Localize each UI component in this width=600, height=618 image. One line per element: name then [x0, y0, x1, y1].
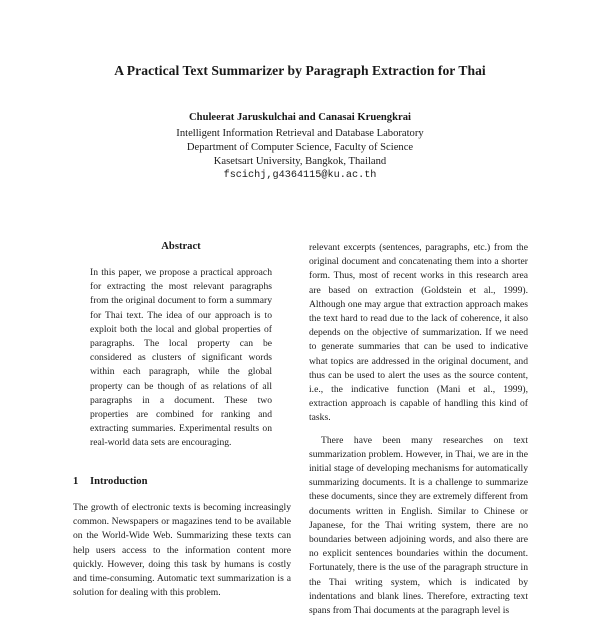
author-email: fscichj,g4364115@ku.ac.th [223, 170, 377, 181]
right-column [309, 241, 528, 618]
paper-title: A Practical Text Summarizer by Paragraph Extraction for Thai [114, 63, 486, 78]
affiliation-lab: Intelligent Information Retrieval and Database Laboratory [176, 128, 424, 139]
right-column-paragraph-1: relevant excerpts (sentences, paragraphs, etc.) from the original document and concatenating them into a shorter form. Thus, most of recent works in this research area are based on extraction (Goldstein et al., 1999). Although one may argue that extraction approach makes the text hard to read due to the lack of coherence, it also depends on the objective of summarization. If we need to generate summaries that can be used to indicative what topics are addressed in the original document, and thus can be used to alert the uses as the source content, i.e., the indicative function (Mani et al., 1999), extraction approach is capable of handling this kind of tasks. [309, 242, 528, 424]
introduction-text: The growth of electronic texts is becoming increasingly common. Newspapers or magazines tend to be available on the World-Wide Web. Summarizing these texts can help users access to the information content more quickly. However, doing this task by humans is costly and time-consuming. Automatic text summarization is a solution for dealing with this problem. [73, 502, 291, 599]
right-column-paragraph-2: There have been many researches on text summarization problem. However, in Thai, we are in the initial stage of developing mechanisms for automatically summarizing documents. It is a challenge to summarize these documents, since they are extremely different from documents written in English. Similar to Chinese or Japanese, for the Thai writing system, there are no boundaries between adjoining words, and also there are no explicit sentences boundaries within the document. Fortunately, there is the use of the paragraph structure in the Thai writing system, which is indicated by indentations and blank lines. Therefore, extracting text spans from Thai documents at the paragraph level is [309, 434, 528, 617]
affiliation-department: Department of Computer Science, Faculty of Science [186, 142, 414, 153]
paper-authors: Chuleerat Jaruskulchai and Canasai Kruengkrai [189, 112, 411, 123]
affiliation-university: Kasetsart University, Bangkok, Thailand [213, 156, 387, 167]
abstract-text: In this paper, we propose a practical approach for extracting the most relevant paragraphs from the original document to form a summary for Thai text. The idea of our approach is to exploit both the local and global properties of paragraphs. The local property can be considered as clusters of significant words within each paragraph, while the global property can be though of as relations of all paragraphs in a document. These two properties are combined for ranking and extracting summaries. Experimental results on real-world data sets are encouraging. [90, 267, 272, 449]
section-title: Introduction [90, 476, 148, 487]
abstract-heading: Abstract [161, 241, 201, 252]
section-number: 1 [73, 476, 79, 487]
section-heading-introduction [73, 476, 293, 487]
